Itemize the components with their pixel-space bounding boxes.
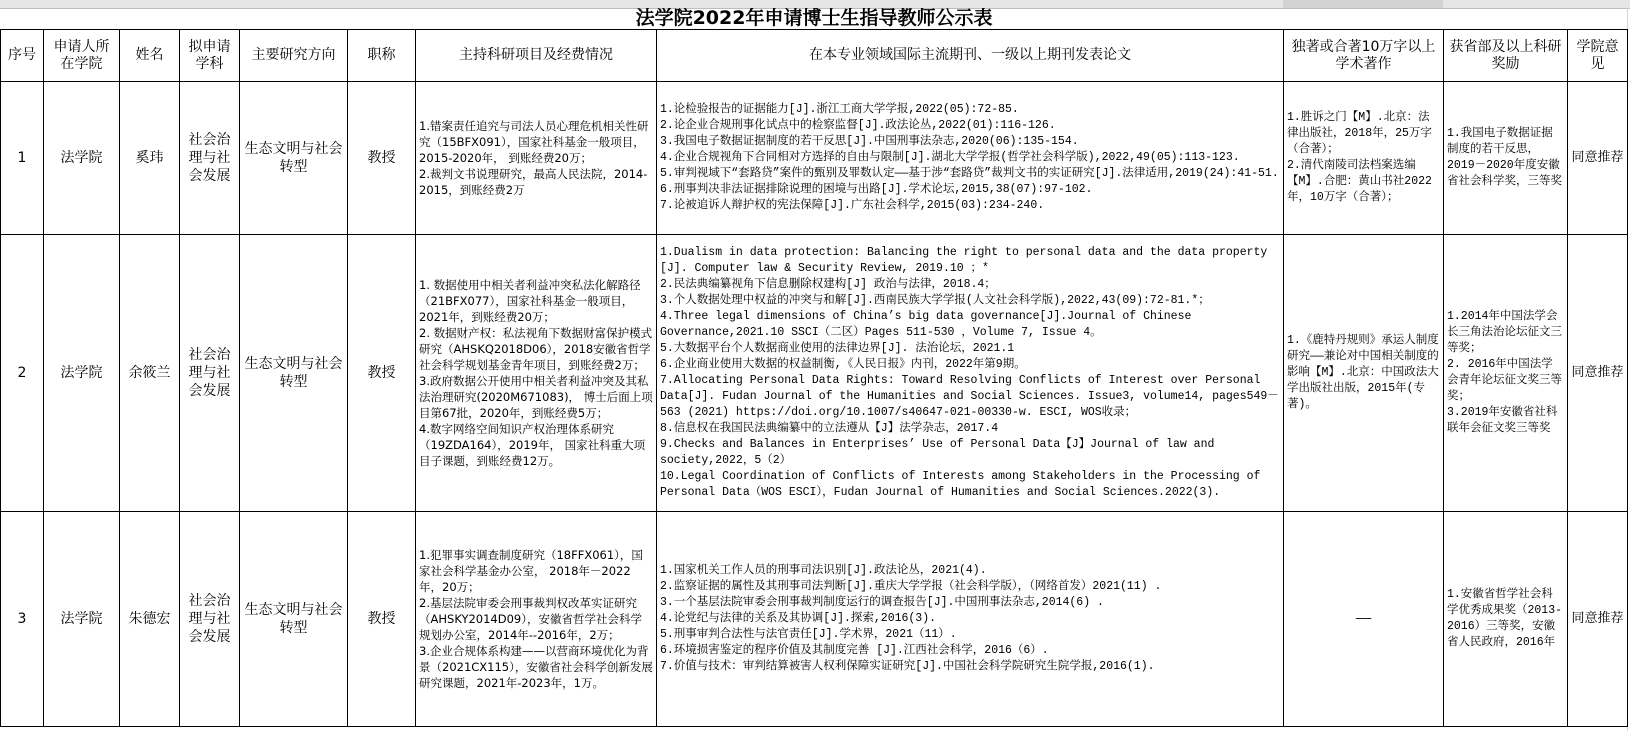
list-item: 6.环境损害鉴定的程序价值及其制度完善 [J].江西社会科学，2016（6）.	[660, 644, 1049, 657]
list-item: 9.Checks and Balances in Enterprises’ Use of Personal Data【J】Journal of law and society,2022，5（2）	[660, 438, 1215, 467]
projects-cell[interactable]	[416, 235, 657, 512]
list-item: 7.价值与技术：审判结算被害人权利保障实证研究[J].中国社会科学院研究生院学报,2016(1).	[660, 660, 1155, 673]
list-item: 1.论检验报告的证据能力[J].浙江工商大学学报,2022(05):72-85.	[660, 103, 1019, 116]
list-item: 2.裁判文书说理研究，最高人民法院，2014-2015，到账经费2万	[419, 167, 648, 197]
list-item: 1.Dualism in data protection: Balancing the right to personal data and the data property [J]. Computer law & Security Review, 2019.10 ；*	[660, 246, 1268, 275]
list-item: 3.我国电子数据证据制度的若干反思[J].中国刑事法杂志,2020(06):135-154.	[660, 135, 1079, 148]
header-college[interactable]: 申请人所在学院	[44, 30, 120, 82]
header-name[interactable]: 姓名	[120, 30, 180, 82]
rank-cell[interactable]: 教授	[348, 512, 416, 727]
awards-cell[interactable]	[1444, 235, 1568, 512]
applicant-table	[0, 8, 1628, 727]
list-item: ——	[1355, 611, 1372, 626]
selected-column-header[interactable]	[1283, 0, 1443, 8]
list-item: 1.犯罪事实调查制度研究（18FFX061），国家社会科学基金办公室， 2018年－2022年，20万；	[419, 548, 643, 594]
list-item: 1.安徽省哲学社会科学优秀成果奖（2013-2016）三等奖，安徽省人民政府，2016年	[1447, 588, 1563, 649]
discipline-cell[interactable]: 社会治理与社会发展	[180, 512, 240, 727]
papers-cell[interactable]	[657, 512, 1284, 727]
list-item: 4.数字网络空间知识产权治理体系研究（19ZDA164），2019年， 国家社科重大项目子课题，到账经费12万。	[419, 422, 646, 468]
list-item: 2.论企业合规刑事化试点中的检察监督[J].政法论丛,2022(01):116-126.	[660, 119, 1056, 132]
list-item: 2. 数据财产权：私法视角下数据财富保护模式研究（AHSKQ2018D06），2018安徽省哲学社会科学规划基金青年项目，到账经费2万；	[419, 326, 653, 372]
list-item: 5.大数据平台个人数据商业使用的法律边界[J]. 法治论坛，2021.1	[660, 342, 1015, 355]
header-papers[interactable]: 在本专业领域国际主流期刊、一级以上期刊发表论文	[657, 30, 1284, 82]
header-books[interactable]: 独著或合著10万字以上学术著作	[1284, 30, 1444, 82]
rank-cell[interactable]: 教授	[348, 82, 416, 235]
table-row	[1, 512, 1628, 727]
list-item: 1.《鹿特丹规则》承运人制度研究——兼论对中国相关制度的影响【M】.北京：中国政法大学出版社出版，2015年(专著)。	[1287, 334, 1439, 411]
index-cell[interactable]: 3	[1, 512, 44, 727]
table-row	[1, 82, 1628, 235]
list-item: 5.刑事审判合法性与法官责任[J].学术界，2021（11）.	[660, 628, 957, 641]
list-item: 8.信息权在我国民法典编纂中的立法遵从【J】法学杂志，2017.4	[660, 422, 999, 435]
books-cell[interactable]	[1284, 82, 1444, 235]
name-cell[interactable]: 余筱兰	[120, 235, 180, 512]
discipline-cell[interactable]: 社会治理与社会发展	[180, 82, 240, 235]
projects-cell[interactable]	[416, 82, 657, 235]
header-index[interactable]: 序号	[1, 30, 44, 82]
awards-cell[interactable]	[1444, 82, 1568, 235]
header-opinion[interactable]: 学院意见	[1568, 30, 1628, 82]
list-item: 1.错案责任追究与司法人员心理危机相关性研究（15BFX091），国家社科基金一般项目，2015-2020年， 到账经费20万；	[419, 119, 649, 165]
list-item: 7.论被追诉人辩护权的宪法保障[J].广东社会科学,2015(03):234-240.	[660, 199, 1045, 212]
header-discipline[interactable]: 拟申请学科	[180, 30, 240, 82]
list-item: 6.企业商业使用大数据的权益制衡,《人民日报》内刊，2022年第9期。	[660, 358, 1026, 371]
direction-cell[interactable]: 生态文明与社会转型	[240, 235, 348, 512]
table-row	[1, 235, 1628, 512]
books-cell[interactable]	[1284, 235, 1444, 512]
list-item: 1.2014年中国法学会长三角法治论坛征文三等奖；	[1447, 310, 1562, 355]
list-item: 10.Legal Coordination of Conflicts of Interests among Stakeholders in the Processing of Personal Data（WOS ESCI），Fudan Journal of Humanities and Social Sciences.2022(3).	[660, 470, 1261, 499]
discipline-cell[interactable]: 社会治理与社会发展	[180, 235, 240, 512]
list-item: 3.企业合规体系构建——以营商环境优化为背景（2021CX115），安徽省社会科学创新发展研究课题，2021年-2023年，1万。	[419, 644, 653, 690]
list-item: 6.刑事判决非法证据排除说理的困境与出路[J].学术论坛,2015,38(07):97-102.	[660, 183, 1093, 196]
list-item: 1.我国电子数据证据制度的若干反思，2019－2020年度安徽省社会科学奖，三等奖	[1447, 127, 1562, 188]
list-item: 1.胜诉之门【M】.北京：法律出版社，2018年，25万字（合著）；	[1287, 111, 1432, 156]
header-direction[interactable]: 主要研究方向	[240, 30, 348, 82]
rank-cell[interactable]: 教授	[348, 235, 416, 512]
sheet-title[interactable]: 法学院2022年申请博士生指导教师公示表	[1, 8, 1628, 30]
college-cell[interactable]: 法学院	[44, 235, 120, 512]
header-projects[interactable]: 主持科研项目及经费情况	[416, 30, 657, 82]
list-item: 2.清代南陵司法档案选编【M】.合肥：黄山书社2022年，10万字（合著）；	[1287, 159, 1432, 204]
list-item: 2.监察证据的属性及其刑事司法判断[J].重庆大学学报（社会科学版），（网络首发）2021(11) .	[660, 580, 1162, 593]
list-item: 2.民法典编纂视角下信息删除权建构[J] 政治与法律，2018.4；	[660, 278, 996, 291]
list-item: 1. 数据使用中相关者利益冲突私法化解路径（21BFX077），国家社科基金一般项目， 2021年，到账经费20万；	[419, 278, 641, 324]
opinion-cell[interactable]: 同意推荐	[1568, 82, 1628, 235]
list-item: 1.国家机关工作人员的刑事司法识别[J].政法论丛，2021(4).	[660, 564, 987, 577]
papers-cell[interactable]	[657, 235, 1284, 512]
direction-cell[interactable]: 生态文明与社会转型	[240, 82, 348, 235]
list-item: 3.2019年安徽省社科联年会征文奖三等奖	[1447, 406, 1558, 435]
list-item: 3.一个基层法院审委会刑事裁判制度运行的调查报告[J].中国刑事法杂志,2014(6) .	[660, 596, 1104, 609]
header-rank[interactable]: 职称	[348, 30, 416, 82]
list-item: 3.政府数据公开使用中相关者利益冲突及其私法治理研究(2020M671083)， 博士后面上项目第67批，2020年，到账经费5万；	[419, 374, 653, 420]
projects-cell[interactable]	[416, 512, 657, 727]
list-item: 2.基层法院审委会刑事裁判权改革实证研究（AHSKY2014D09），安徽省哲学社会科学规划办公室，2014年--2016年，2万；	[419, 596, 642, 642]
index-cell[interactable]: 1	[1, 82, 44, 235]
papers-cell[interactable]	[657, 82, 1284, 235]
header-row	[1, 30, 1628, 82]
list-item: 4.论党纪与法律的关系及其协调[J].探索,2016(3).	[660, 612, 937, 625]
opinion-cell[interactable]: 同意推荐	[1568, 235, 1628, 512]
name-cell[interactable]: 奚玮	[120, 82, 180, 235]
list-item: 3.个人数据处理中权益的冲突与和解[J].西南民族大学学报(人文社会科学版),2022,43(09):72-81.*；	[660, 294, 1210, 307]
list-item: 7.Allocating Personal Data Rights: Toward Resolving Conflicts of Interest over Personal Data[J]. Fudan Journal of the Humanities and Social Sciences. Issue3, volume14, pages549－563 (2021) https://doi.org/10.1007/s40647-021-00330-w. ESCI, WOS收录；	[660, 374, 1279, 419]
college-cell[interactable]: 法学院	[44, 82, 120, 235]
awards-cell[interactable]	[1444, 512, 1568, 727]
opinion-cell[interactable]: 同意推荐	[1568, 512, 1628, 727]
index-cell[interactable]: 2	[1, 235, 44, 512]
list-item: 5.审判视域下“套路贷”案件的甄别及罪数认定——基于涉“套路贷”裁判文书的实证研究[J].法律适用,2019(24):41-51.	[660, 167, 1279, 180]
books-cell[interactable]	[1284, 512, 1444, 727]
direction-cell[interactable]: 生态文明与社会转型	[240, 512, 348, 727]
name-cell[interactable]: 朱德宏	[120, 512, 180, 727]
header-awards[interactable]: 获省部及以上科研奖励	[1444, 30, 1568, 82]
list-item: 4.Three legal dimensions of China’s big data governance[J].Journal of Chinese Governance,2021.10 SSCI（二区）Pages 511-530 ，Volume 7, Issue 4。	[660, 310, 1192, 339]
college-cell[interactable]: 法学院	[44, 512, 120, 727]
list-item: 4.企业合规视角下合同相对方选择的自由与限制[J].湖北大学学报(哲学社会科学版),2022,49(05):113-123.	[660, 151, 1240, 164]
list-item: 2. 2016年中国法学会青年论坛征文奖三等奖；	[1447, 358, 1562, 403]
